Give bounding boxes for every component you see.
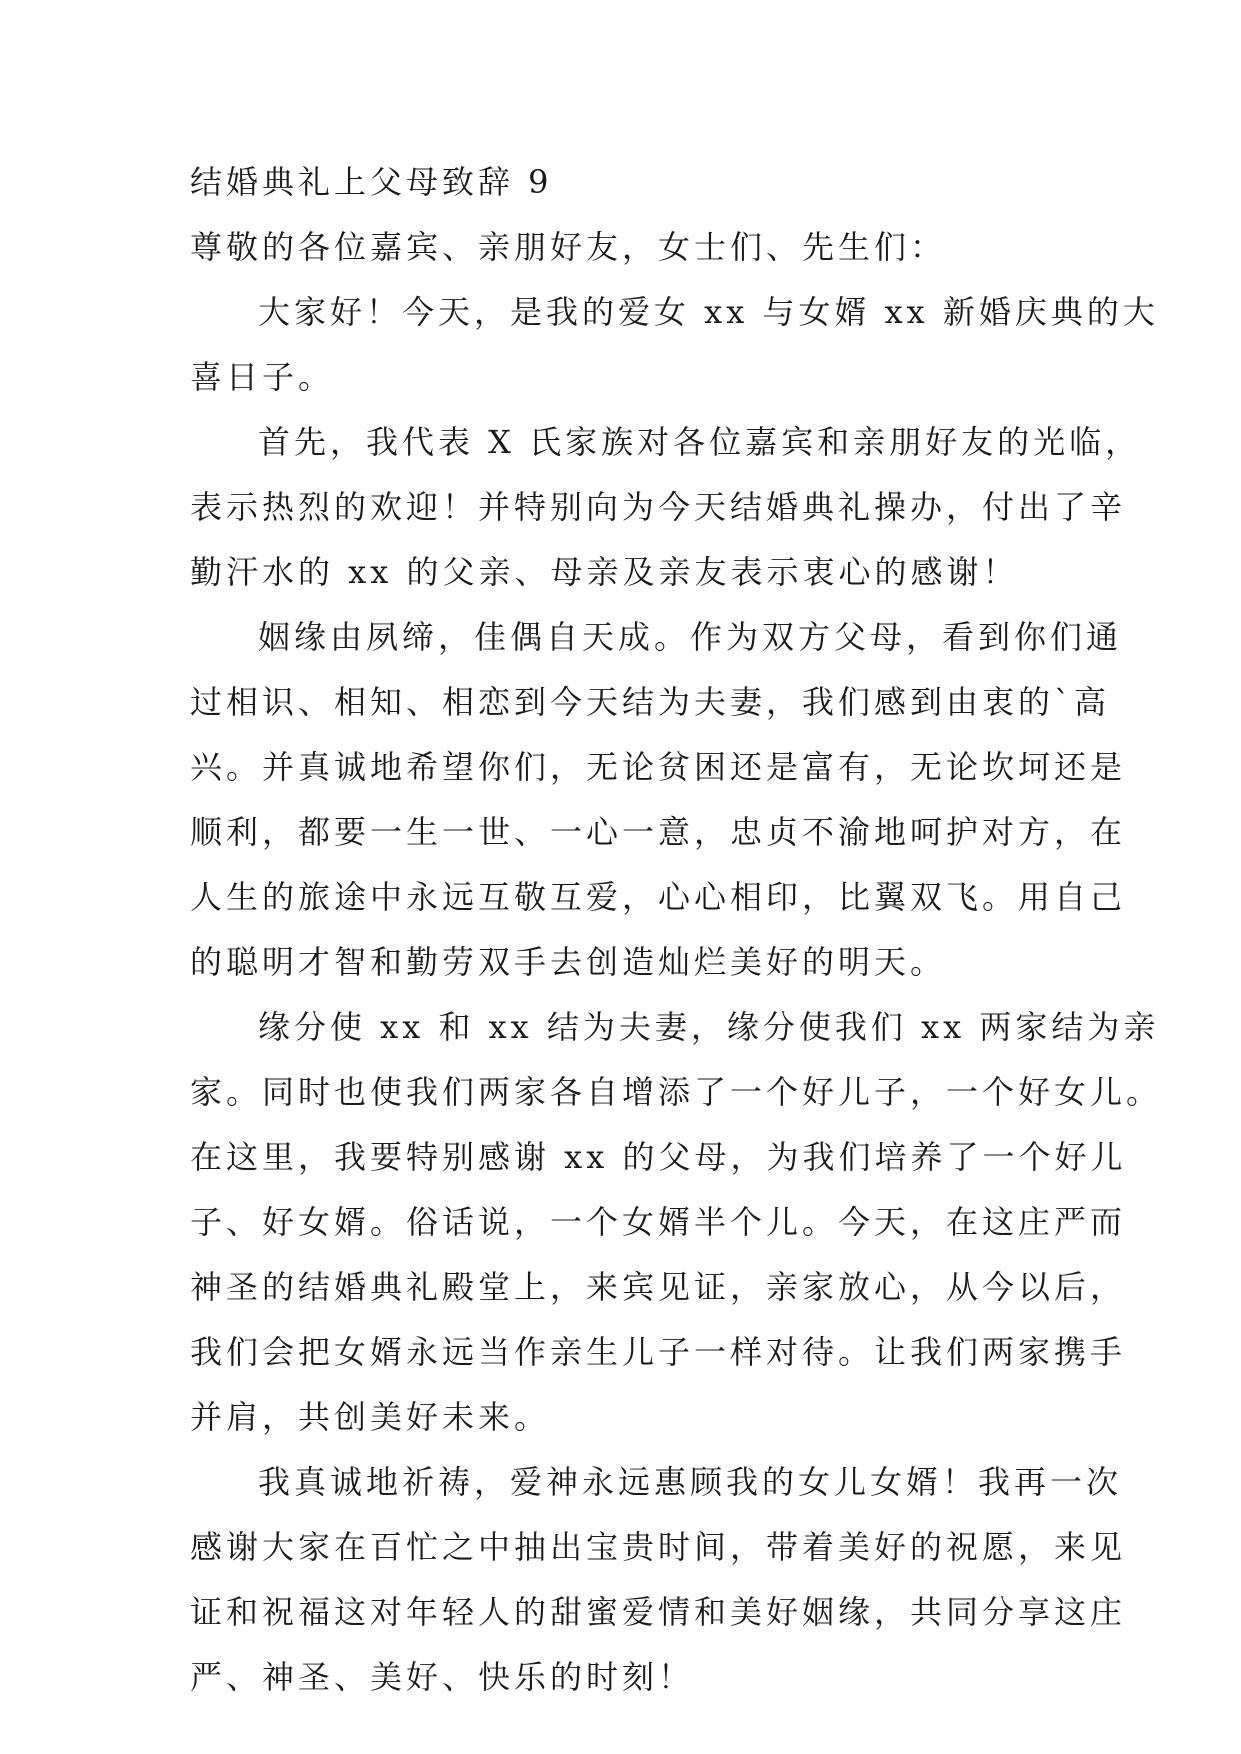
paragraph-line: 家。同时也使我们两家各自增添了一个好儿子，一个好女儿。	[190, 1073, 1163, 1111]
paragraph-line: 感谢大家在百忙之中抽出宝贵时间，带着美好的祝愿，来见	[190, 1528, 1127, 1566]
paragraph-line: 神圣的结婚典礼殿堂上，来宾见证，亲家放心，从今以后，	[190, 1268, 1127, 1306]
paragraph-line: 在这里，我要特别感谢 xx 的父母，为我们培养了一个好儿	[190, 1138, 1127, 1176]
paragraph-line: 我真诚地祈祷，爱神永远惠顾我的女儿女婿！我再一次	[258, 1463, 1123, 1501]
paragraph-line: 缘分使 xx 和 xx 结为夫妻，缘分使我们 xx 两家结为亲	[258, 1008, 1160, 1046]
paragraph-line: 表示热烈的欢迎！并特别向为今天结婚典礼操办，付出了辛	[190, 488, 1127, 526]
salutation: 尊敬的各位嘉宾、亲朋好友，女士们、先生们：	[190, 228, 947, 266]
paragraph-line: 过相识、相知、相恋到今天结为夫妻，我们感到由衷的`高	[190, 683, 1111, 721]
paragraph-line: 姻缘由夙缔，佳偶自天成。作为双方父母，看到你们通	[258, 618, 1123, 656]
paragraph-line: 兴。并真诚地希望你们，无论贫困还是富有，无论坎坷还是	[190, 748, 1127, 786]
paragraph-line: 勤汗水的 xx 的父亲、母亲及亲友表示衷心的感谢！	[190, 553, 1019, 591]
paragraph-line: 子、好女婿。俗话说，一个女婿半个儿。今天，在这庄严而	[190, 1203, 1127, 1241]
document-title: 结婚典礼上父母致辞 9	[190, 163, 553, 201]
paragraph-line: 大家好！今天，是我的爱女 xx 与女婿 xx 新婚庆典的大	[258, 293, 1159, 331]
paragraph-line: 顺利，都要一生一世、一心一意，忠贞不渝地呵护对方，在	[190, 813, 1127, 851]
paragraph-line: 严、神圣、美好、快乐的时刻！	[190, 1658, 695, 1696]
paragraph-5	[190, 1450, 1127, 1710]
paragraph-2	[190, 410, 1142, 605]
paragraph-line: 并肩，共创美好未来。	[190, 1398, 551, 1436]
document-body	[190, 150, 1163, 1710]
paragraph-line: 人生的旅途中永远互敬互爱，心心相印，比翼双飞。用自己	[190, 878, 1127, 916]
paragraph-4	[190, 995, 1163, 1450]
paragraph-line: 首先，我代表 X 氏家族对各位嘉宾和亲朋好友的光临，	[258, 423, 1142, 461]
paragraph-line: 的聪明才智和勤劳双手去创造灿烂美好的明天。	[190, 943, 947, 981]
paragraph-line: 我们会把女婿永远当作亲生儿子一样对待。让我们两家携手	[190, 1333, 1127, 1371]
paragraph-line: 喜日子。	[190, 358, 335, 396]
paragraph-3	[190, 605, 1127, 995]
paragraph-line: 证和祝福这对年轻人的甜蜜爱情和美好姻缘，共同分享这庄	[190, 1593, 1127, 1631]
paragraph-1	[190, 280, 1159, 410]
